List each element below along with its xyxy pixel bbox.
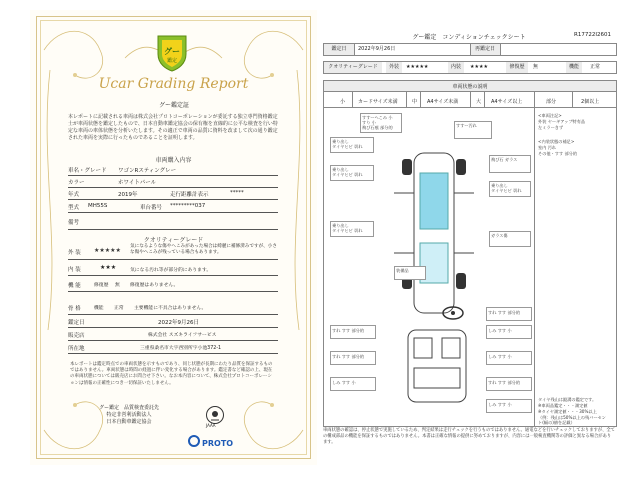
callout-text: 乗り出し <box>332 223 349 228</box>
goo-kantei-badge-icon <box>152 32 192 72</box>
jaaa-label: JAAA <box>206 423 216 428</box>
sheet-id: R17722I2601 <box>574 32 611 38</box>
steering-wheel-icon <box>442 306 464 320</box>
side-note-11: ト(幅の)値を記載） <box>538 420 575 425</box>
callout-text: しみ すす 小 <box>488 402 512 407</box>
certificate-footer-note: 本レポートは鑑定時点での車両状態を示すものであり、同じ状態が長期にわたり品質を保証するものではありません。車両状態は時間の経過に伴い変化する場合があります。鑑定書など確認の上、現在の車両状態については販売店にお問合せ下さい。なお本内容について、株式会社プロトコーポレーションは情報の正確性につき一切保証いたしません。 <box>70 362 273 386</box>
side-note-8: ※車両品鑑定・・・測定値 <box>538 403 588 408</box>
grading-certificate <box>30 10 317 465</box>
side-note-4: <内装状態の補足> <box>538 139 575 144</box>
certificate-intro: 本レポートに記載される車両は株式会社プロトコーポレーションが委託する独立専門資格鑑定士が車両状態を鑑定したもので、日本自動車鑑定協会の保有権を直線的に公平な検査を行い特定な車両の車体状態を分析いたします。その適正で車両の品質に資料を改まして次の通り鑑定された車両を実際に行ったものであることを証明します。 <box>68 114 278 141</box>
side-note-9: ※タイヤ測定値・・・30%以上 <box>538 409 597 414</box>
year-value: 2019年 <box>118 192 138 198</box>
model-grade-label: 車名・グレード <box>68 168 107 174</box>
interior-label: 内 装 <box>68 267 81 273</box>
section-quality-heading: クオリティーグレード <box>143 237 204 244</box>
int-label: 内装 <box>448 62 464 73</box>
divider <box>68 212 278 213</box>
callout-text: しみ すす 小 <box>332 380 356 385</box>
vehicle-state-panel <box>323 80 617 427</box>
divider <box>68 187 278 188</box>
callout-text: すすーへこみ 小 <box>362 115 393 120</box>
car-top-view-diagram <box>384 133 484 333</box>
vin-label: 車台番号 <box>140 205 163 211</box>
callout-interior-1 <box>330 325 376 339</box>
divider <box>68 291 278 292</box>
divider <box>68 199 278 200</box>
side-note-7: タイヤ残山は縦溝の鑑定です。 <box>538 397 597 402</box>
callout-text: 飛び石痕 部分的 <box>362 125 393 130</box>
divider <box>68 340 278 341</box>
callout-interior-7 <box>486 399 532 413</box>
callout-text: 乗り出し <box>332 139 349 144</box>
callout-text: すれ すす 部分的 <box>488 380 521 385</box>
mileage-value: ***** <box>230 190 244 196</box>
callout-text: タイヤヒビ 切れ <box>332 144 363 149</box>
callout-text: すれ すす 部分的 <box>488 310 521 315</box>
callout-text: タイヤヒビ 切れ <box>332 228 363 233</box>
exterior-label: 外 装 <box>68 250 81 256</box>
section-vehicle-heading: 車両購入内容 <box>155 157 192 164</box>
callout-text: ガラス傷 <box>491 233 508 238</box>
side-note-1: <車両注記> <box>538 113 562 118</box>
date-row <box>323 43 617 56</box>
side-note-6: その他・すす 部分的 <box>538 151 578 156</box>
side-note-10: （例：残山は50%以上の残バーセン <box>538 415 606 420</box>
store-label: 販売店 <box>68 333 85 339</box>
callout-right-upper <box>489 155 531 173</box>
callout-interior-2 <box>486 325 532 339</box>
model-grade-value: ワゴンRスティングレー <box>118 168 177 174</box>
repair-label: 修復歴 <box>506 62 528 73</box>
mechanics-value: 正常 <box>114 306 124 311</box>
proto-logo-text: PROTO <box>202 439 234 448</box>
sheet-title: グー鑑定 コンディションチェックシート <box>412 34 526 41</box>
date-label: 鑑定日 <box>68 320 85 326</box>
association-line-2: 特定非営利活動法人 <box>106 412 152 418</box>
color-label: カラー <box>68 180 85 186</box>
association-line-1: グー鑑定 品質検査委託先 <box>98 405 159 411</box>
size-large: 大 <box>476 99 482 105</box>
size-small: 小 <box>340 99 346 105</box>
mileage-label: 走行距離計表示 <box>170 192 209 198</box>
association-signature <box>94 405 164 426</box>
side-note-2: 外装 ヤーギアップ特有品 <box>538 119 586 124</box>
exterior-stars: ★★★★★ <box>94 247 121 254</box>
side-note-3: 左ミラーきず <box>538 125 564 130</box>
func-label: 機能 <box>566 62 582 73</box>
callout-rear <box>394 266 426 280</box>
callout-right-mid <box>489 181 531 197</box>
sheet-footer: 車両状態の確認は、停止状態で実施しているため、判定結果は走行チェックを行うものではありません。通電などを行いチェックしておりますが、全ての構成部品の機能を保証するものではありません。本書は正確な情報の提供に努めておりますが、内容には一般検査機関等の評価と異なる場合があります。 <box>323 428 616 445</box>
callout-text: すすー汚れ <box>456 123 477 128</box>
divider <box>68 275 278 276</box>
ext-label: 外装 <box>386 62 402 73</box>
repair-value: 無 <box>533 64 539 70</box>
callout-front-left <box>360 113 402 133</box>
size-small-text: カードサイズ未満 <box>358 99 398 105</box>
state-title: 車両状態の説明 <box>452 84 488 90</box>
divider <box>68 314 278 315</box>
recheck-label: 再鑑定日 <box>470 44 500 55</box>
callout-text: 乗り出し <box>332 167 349 172</box>
jaaa-seal-icon <box>206 406 224 424</box>
size-large-text: A4サイズ以上 <box>491 99 523 105</box>
sheet-date-label: 鑑定日 <box>324 44 354 55</box>
callout-interior-4 <box>486 351 532 365</box>
callout-left-mid <box>330 165 374 181</box>
proto-logo <box>188 435 233 448</box>
car-interior-diagram <box>402 326 472 406</box>
callout-rear-right <box>486 307 532 321</box>
callout-interior-5 <box>330 377 376 391</box>
func-value: 正常 <box>590 64 601 70</box>
year-label: 年式 <box>68 192 80 198</box>
callout-left-lower <box>330 221 374 237</box>
callout-text: タイヤヒビ 切れ <box>491 188 522 193</box>
side-note-5: 室内 汚れ <box>538 145 557 150</box>
callout-text: 乗り出し <box>491 183 508 188</box>
divider <box>68 229 278 230</box>
size-mid-text: A4サイズ未満 <box>427 99 459 105</box>
svg-text:鑑定: 鑑定 <box>166 58 178 64</box>
callout-text: すれ すす 部分的 <box>332 328 365 333</box>
callout-text: すり 小 <box>362 120 376 125</box>
remarks-label: 備考 <box>68 220 80 226</box>
exterior-text: 気になるような傷やへこみがあった場合は綺麗に補修済みですが、小さな傷やへこみが残っている場合もあります。 <box>130 244 277 255</box>
callout-left-upper <box>330 137 374 153</box>
association-line-3: 日本自動車鑑定協会 <box>106 419 152 425</box>
engine-value: 無 <box>115 283 120 288</box>
interior-text: 気になる汚れ等が部分的にあります。 <box>130 268 212 273</box>
engine-tag: 修復歴 <box>94 283 109 288</box>
int-value: ★★★★ <box>470 64 488 70</box>
store-value: 株式会社 スズキライフサービス <box>148 333 217 338</box>
ext-value: ★★★★★ <box>406 64 429 70</box>
divider <box>68 327 278 328</box>
date-value: 2022年9月26日 <box>158 320 199 326</box>
callout-right-lower <box>489 231 531 247</box>
mechanics-tag: 機能 <box>94 306 104 311</box>
callout-text: タイヤヒビ 切れ <box>332 172 363 177</box>
engine-text: 修復歴はありません。 <box>130 283 179 288</box>
size-mid: 中 <box>412 99 418 105</box>
callout-text: 飛び石 ガラス <box>491 157 518 162</box>
callout-interior-6 <box>486 377 532 391</box>
type-value: MH55S <box>88 203 108 209</box>
callout-text: しみ すす 小 <box>488 328 512 333</box>
callout-interior-3 <box>330 351 376 365</box>
callout-front-right <box>454 121 492 139</box>
divider <box>68 259 278 260</box>
quality-row <box>323 61 617 74</box>
color-value: ホワイトパール <box>118 180 157 186</box>
mechanics-label: 骨 格 <box>68 306 81 312</box>
address-value: 三重県桑名市大字西別所字小池372-1 <box>140 346 222 351</box>
vin-value: *********037 <box>170 203 206 209</box>
size-multi-text: 2個以上 <box>581 99 600 105</box>
certificate-script-title: Ucar Grading Report <box>98 76 249 92</box>
callout-text: しみ すす 小 <box>488 354 512 359</box>
address-label: 所在地 <box>68 346 85 352</box>
svg-text:グー: グー <box>164 47 180 56</box>
divider <box>68 175 278 176</box>
quality-grade-label: クオリティーグレード <box>324 62 382 73</box>
divider <box>68 353 278 354</box>
interior-stars: ★★★ <box>100 264 117 271</box>
mechanics-text: 主要機能に不具合はありません。 <box>134 306 207 311</box>
engine-label: 機 能 <box>68 283 81 289</box>
callout-text: 装備品 <box>396 268 409 273</box>
callout-text: すれ すす 部分的 <box>332 354 365 359</box>
size-multi: 部分 <box>546 99 557 105</box>
certificate-name: グー鑑定証 <box>158 102 189 109</box>
proto-logo-icon <box>188 435 200 447</box>
sheet-date-value: 2022年9月26日 <box>358 46 396 52</box>
type-label: 型式 <box>68 205 80 211</box>
